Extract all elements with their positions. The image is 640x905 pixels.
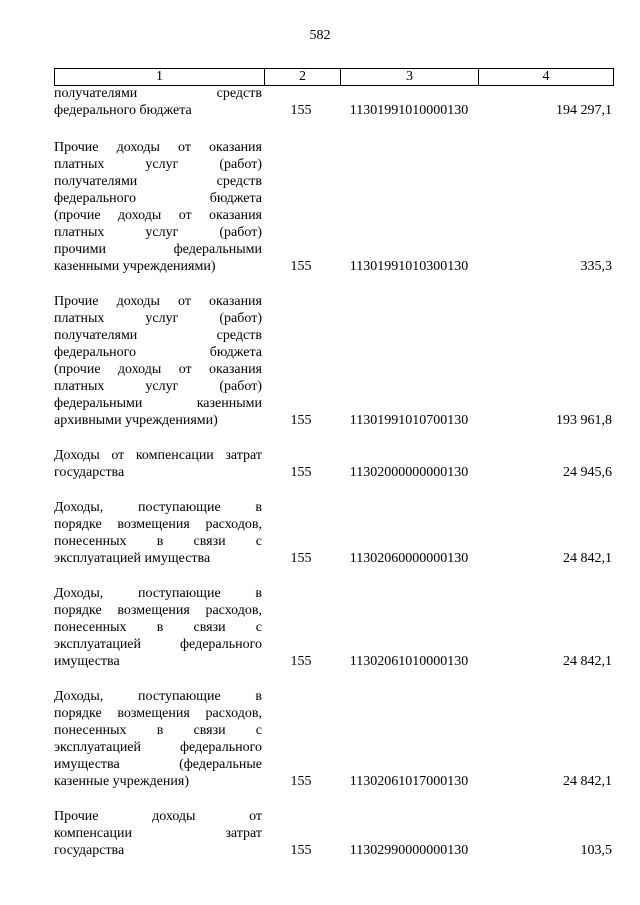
row-admin-code: 155: [290, 465, 312, 480]
description-line: Прочие доходы от оказания: [54, 294, 262, 309]
description-line: платных услуг (работ): [54, 379, 262, 394]
description-line: (прочие доходы от оказания: [54, 208, 262, 223]
description-line: прочими федеральными: [54, 242, 262, 257]
row-amount: 193 961,8: [556, 413, 612, 428]
row-admin-code: 155: [290, 774, 312, 789]
table-row: [54, 585, 614, 670]
table-row: [54, 447, 614, 481]
row-description: [54, 139, 262, 275]
description-line: платных услуг (работ): [54, 225, 262, 240]
row-kbk-code: 11301991010700130: [349, 413, 469, 428]
row-description: [54, 808, 262, 859]
row-kbk-code: 11301991010000130: [349, 103, 469, 118]
description-line: получателями средств: [54, 174, 262, 189]
header-col-4: 4: [478, 68, 614, 86]
description-line: казенными учреждениями): [54, 259, 216, 274]
row-amount: 335,3: [580, 259, 612, 274]
description-line: Прочие доходы от: [54, 809, 262, 824]
row-admin-code: 155: [290, 103, 312, 118]
description-line: платных услуг (работ): [54, 157, 262, 172]
row-amount: 103,5: [580, 843, 612, 858]
description-line: казенные учреждения): [54, 774, 190, 789]
row-description: [54, 447, 262, 481]
description-line: (прочие доходы от оказания: [54, 362, 262, 377]
description-line: Доходы, поступающие в: [54, 500, 262, 515]
table-body: [54, 85, 614, 877]
row-kbk-code: 11302990000000130: [349, 843, 469, 858]
description-line: получателями средств: [54, 328, 262, 343]
row-amount: 194 297,1: [556, 103, 612, 118]
row-description: [54, 688, 262, 790]
row-amount: 24 842,1: [563, 654, 612, 669]
row-kbk-code: 11302061017000130: [349, 774, 469, 789]
description-line: имущества (федеральные: [54, 757, 262, 772]
description-line: эксплуатацией федерального: [54, 740, 262, 755]
table-row: [54, 499, 614, 567]
description-line: государства: [54, 465, 125, 480]
description-line: Доходы от компенсации затрат: [54, 448, 262, 463]
row-admin-code: 155: [290, 654, 312, 669]
description-line: Доходы, поступающие в: [54, 586, 262, 601]
description-line: получателями средств: [54, 86, 262, 101]
row-description: [54, 585, 262, 670]
description-line: архивными учреждениями): [54, 413, 218, 428]
row-amount: 24 842,1: [563, 774, 612, 789]
description-line: понесенных в связи с: [54, 723, 262, 738]
description-line: понесенных в связи с: [54, 620, 262, 635]
description-line: Доходы, поступающие в: [54, 689, 262, 704]
row-kbk-code: 11302000000000130: [349, 465, 469, 480]
table-header: [54, 68, 614, 86]
row-kbk-code: 11301991010300130: [349, 259, 469, 274]
description-line: федерального бюджета: [54, 345, 262, 360]
description-line: эксплуатацией федерального: [54, 637, 262, 652]
row-description: [54, 85, 262, 119]
page-number: 582: [309, 28, 331, 43]
description-line: федеральными казенными: [54, 396, 262, 411]
table-row: [54, 688, 614, 790]
table-row: [54, 85, 614, 119]
description-line: федерального бюджета: [54, 103, 192, 118]
description-line: Прочие доходы от оказания: [54, 140, 262, 155]
row-description: [54, 293, 262, 429]
description-line: понесенных в связи с: [54, 534, 262, 549]
row-admin-code: 155: [290, 259, 312, 274]
description-line: компенсации затрат: [54, 826, 262, 841]
row-description: [54, 499, 262, 567]
description-line: порядке возмещения расходов,: [54, 517, 262, 532]
row-amount: 24 842,1: [563, 551, 612, 566]
description-line: порядке возмещения расходов,: [54, 603, 262, 618]
row-admin-code: 155: [290, 413, 312, 428]
row-admin-code: 155: [290, 551, 312, 566]
header-col-2: 2: [264, 68, 340, 86]
row-admin-code: 155: [290, 843, 312, 858]
table-row: [54, 808, 614, 859]
row-kbk-code: 11302060000000130: [349, 551, 469, 566]
table-row: [54, 293, 614, 429]
description-line: платных услуг (работ): [54, 311, 262, 326]
row-kbk-code: 11302061010000130: [349, 654, 469, 669]
description-line: федерального бюджета: [54, 191, 262, 206]
row-amount: 24 945,6: [563, 465, 612, 480]
description-line: государства: [54, 843, 125, 858]
description-line: эксплуатацией имущества: [54, 551, 211, 566]
description-line: имущества: [54, 654, 120, 669]
header-col-1: 1: [54, 68, 264, 86]
table-row: [54, 139, 614, 275]
description-line: порядке возмещения расходов,: [54, 706, 262, 721]
header-col-3: 3: [340, 68, 478, 86]
